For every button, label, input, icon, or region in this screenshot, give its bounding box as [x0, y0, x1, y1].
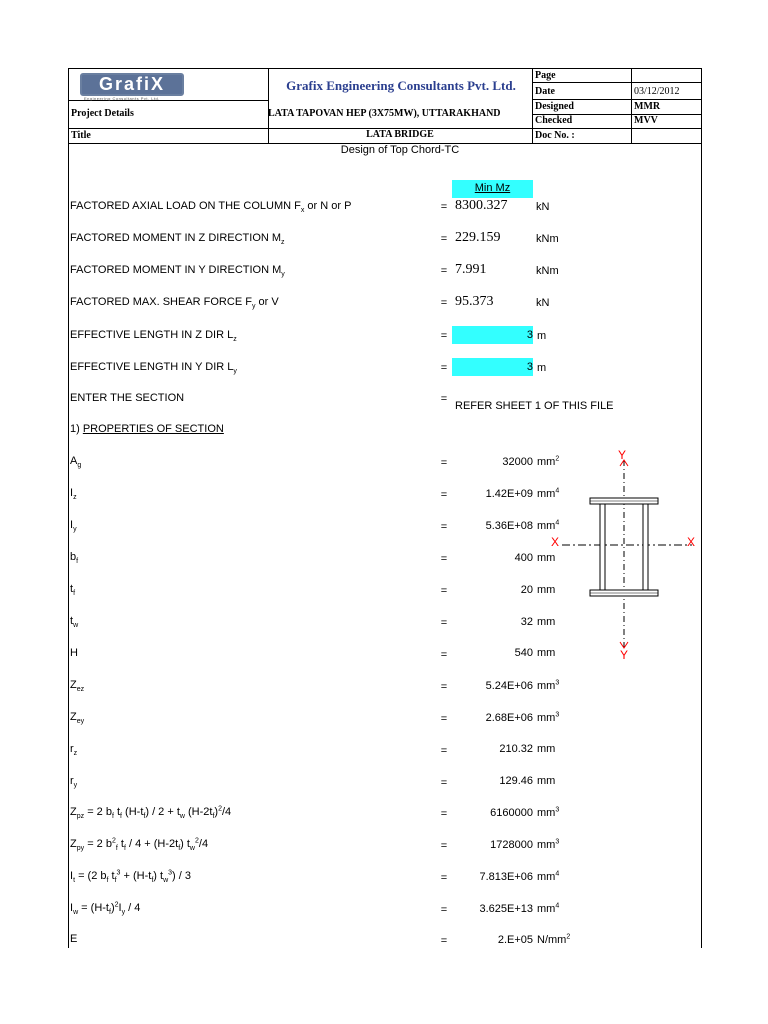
- prop-e-value: 2.E+05: [497, 934, 533, 946]
- prop-tf-unit: mm: [537, 584, 556, 596]
- title-label: Title: [71, 130, 91, 141]
- load-my-value: 7.991: [455, 262, 487, 277]
- length-z-label: EFFECTIVE LENGTH IN Z DIR $L_z$: [70, 329, 237, 344]
- prop-zpy-unit: $mm^3$: [537, 838, 560, 851]
- prop-h-label: H: [70, 647, 78, 659]
- company-name: Grafix Engineering Consultants Pvt. Ltd.: [286, 78, 516, 93]
- section-value: REFER SHEET 1 OF THIS FILE: [455, 400, 614, 412]
- date-label: Date: [535, 86, 555, 97]
- prop-iw-unit: $mm^4$: [537, 902, 560, 915]
- prop-zpy-formula: $Z_{py} = 2$ $b^2_f$ $t_f / 4 + (H-2t_f)$ $t_w^2/4$: [70, 837, 209, 853]
- prop-iy-unit: $mm^4$: [537, 519, 560, 532]
- prop-ry-label: $r_y$: [70, 775, 78, 790]
- prop-ag-label: $A_g$: [70, 455, 82, 470]
- date-value: 03/12/2012: [634, 86, 680, 97]
- load-my-label: FACTORED MOMENT IN Y DIRECTION $M_y$: [70, 264, 285, 279]
- load-shear-label: FACTORED MAX. SHEAR FORCE $F_y$ or V: [70, 296, 279, 311]
- equals-sign: =: [440, 617, 448, 629]
- equals-sign: =: [440, 553, 448, 565]
- prop-tw-unit: mm: [537, 616, 556, 628]
- project-name: LATA TAPOVAN HEP (3X75MW), UTTARAKHAND: [268, 108, 501, 119]
- prop-it-unit: $mm^4$: [537, 870, 560, 883]
- prop-rz-label: $r_z$: [70, 743, 78, 758]
- prop-it-value: 7.813E+06: [479, 871, 533, 883]
- prop-tw-label: $t_w$: [70, 615, 79, 630]
- prop-ag-unit: $mm^2$: [537, 455, 560, 468]
- equals-sign: =: [440, 872, 448, 884]
- company-logo: [80, 73, 184, 96]
- sheet-heading: Design of Top Chord-TC: [340, 144, 460, 156]
- prop-bf-value: 400: [514, 552, 533, 564]
- equals-sign: =: [440, 649, 448, 661]
- prop-iz-value: 1.42E+09: [485, 488, 533, 500]
- prop-zpz-value: 6160000: [490, 807, 533, 819]
- equals-sign: =: [440, 904, 448, 916]
- prop-zpy-value: 1728000: [490, 839, 533, 851]
- prop-ag-value: 32000: [502, 456, 533, 468]
- length-y-label: EFFECTIVE LENGTH IN Y DIR $L_y$: [70, 361, 237, 376]
- title-value: LATA BRIDGE: [366, 129, 434, 140]
- prop-h-unit: mm: [537, 647, 556, 659]
- equals-sign: =: [440, 935, 448, 947]
- length-z-value: 3: [526, 329, 533, 341]
- prop-iz-label: $I_z$: [70, 487, 77, 502]
- axis-x-right-label: X: [687, 535, 696, 549]
- section-label: ENTER THE SECTION: [70, 392, 185, 404]
- equals-sign: =: [440, 745, 448, 757]
- equals-sign: =: [440, 201, 448, 213]
- prop-iw-value: 3.625E+13: [479, 903, 533, 915]
- checked-label: Checked: [535, 115, 573, 126]
- checked-value: MVV: [634, 115, 658, 126]
- left-web: [600, 504, 605, 590]
- prop-e-label: E: [70, 933, 78, 945]
- prop-zez-value: 5.24E+06: [485, 680, 533, 692]
- load-axial-value: 8300.327: [455, 198, 508, 213]
- doc-no-label: Doc No. :: [535, 130, 575, 141]
- load-shear-unit: kN: [536, 297, 550, 309]
- properties-heading: 1) PROPERTIES OF SECTION: [70, 423, 224, 435]
- prop-iz-unit: $mm^4$: [537, 487, 560, 500]
- prop-it-formula: $I_t = (2$ $b_f$ $t_f^3 + (H-t_f)$ $t_w^3) / 3$: [70, 869, 191, 885]
- equals-sign: =: [440, 777, 448, 789]
- length-z-unit: m: [537, 330, 547, 342]
- load-my-unit: kNm: [536, 265, 559, 277]
- prop-bf-unit: mm: [537, 552, 556, 564]
- prop-zpz-formula: $Z_{pz} = 2$ $b_f$ $t_f$ $(H-t_f) / 2 + t_w$ $(H-2t_f)^2/4$: [70, 805, 232, 821]
- equals-sign: =: [440, 330, 448, 342]
- case-label: Min Mz: [474, 182, 511, 194]
- equals-sign: =: [440, 362, 448, 374]
- equals-sign: =: [440, 457, 448, 469]
- prop-e-unit: $N/mm^2$: [537, 933, 571, 946]
- project-details-label: Project Details: [71, 108, 134, 119]
- equals-sign: =: [440, 521, 448, 533]
- prop-tf-value: 20: [520, 584, 533, 596]
- designed-label: Designed: [535, 101, 574, 112]
- prop-rz-unit: mm: [537, 743, 556, 755]
- designed-value: MMR: [634, 101, 661, 112]
- load-mz-value: 229.159: [455, 230, 501, 245]
- prop-ry-unit: mm: [537, 775, 556, 787]
- equals-sign: =: [440, 393, 448, 405]
- prop-tw-value: 32: [520, 616, 533, 628]
- load-axial-unit: kN: [536, 201, 550, 213]
- prop-tf-label: $t_f$: [70, 583, 76, 598]
- equals-sign: =: [440, 297, 448, 309]
- load-mz-label: FACTORED MOMENT IN Z DIRECTION $M_z$: [70, 232, 285, 247]
- prop-iy-value: 5.36E+08: [485, 520, 533, 532]
- equals-sign: =: [440, 713, 448, 725]
- right-web: [643, 504, 648, 590]
- prop-iw-formula: $I_w = (H-t_f)^2I_y / 4$: [70, 901, 141, 917]
- prop-h-value: 540: [514, 647, 533, 659]
- logo-tagline: Engineering Consultants Pvt. Ltd.: [84, 96, 160, 101]
- equals-sign: =: [440, 265, 448, 277]
- load-axial-label: FACTORED AXIAL LOAD ON THE COLUMN $F_x$ or N or P: [70, 200, 352, 215]
- load-shear-value: 95.373: [455, 294, 494, 309]
- equals-sign: =: [440, 808, 448, 820]
- prop-zey-label: $Z_{ey}$: [70, 711, 85, 726]
- axis-x-left-label: X: [551, 535, 560, 549]
- prop-zez-label: $Z_{ez}$: [70, 679, 85, 694]
- axis-y-top-label: Y: [618, 448, 627, 462]
- prop-iy-label: $I_y$: [70, 519, 77, 534]
- length-y-unit: m: [537, 362, 547, 374]
- equals-sign: =: [440, 840, 448, 852]
- prop-zey-unit: $mm^3$: [537, 711, 560, 724]
- prop-ry-value: 129.46: [499, 775, 533, 787]
- prop-rz-value: 210.32: [499, 743, 533, 755]
- equals-sign: =: [440, 233, 448, 245]
- i-section-diagram: [548, 448, 700, 666]
- page-label: Page: [535, 70, 556, 81]
- load-mz-unit: kNm: [536, 233, 559, 245]
- prop-zey-value: 2.68E+06: [485, 712, 533, 724]
- logo-text: GrafiX: [98, 74, 166, 94]
- equals-sign: =: [440, 489, 448, 501]
- prop-zpz-unit: $mm^3$: [537, 806, 560, 819]
- prop-bf-label: $b_f$: [70, 551, 79, 566]
- equals-sign: =: [440, 681, 448, 693]
- axis-y-bottom-label: Y: [620, 648, 629, 662]
- prop-zez-unit: $mm^3$: [537, 679, 560, 692]
- equals-sign: =: [440, 585, 448, 597]
- length-y-value: 3: [526, 361, 533, 373]
